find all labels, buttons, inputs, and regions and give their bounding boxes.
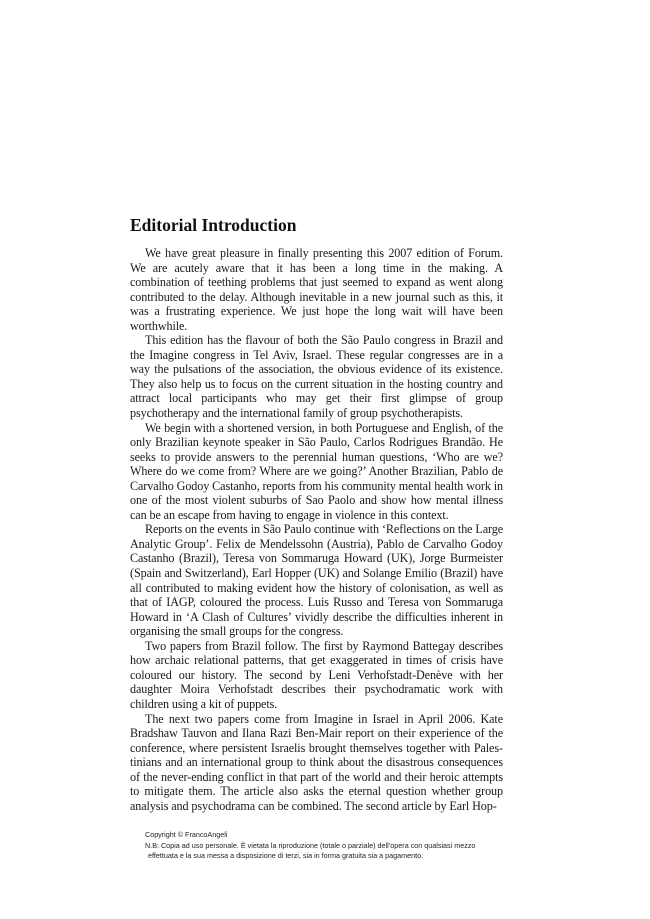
copyright-footer: [145, 830, 525, 862]
paragraph-3: We begin with a shortened version, in both Portuguese and English, of the only Brazilian keynote speaker in São Paulo, Carlos Rodrigues Brandão. He seeks to provide answers to the perennial human questions, ‘Who are we? Where do we come from? Where are we going?’ Another Brazilian, Pablo de Carvalho Godoy Castanho, reports from his community mental health work in one of the most violent suburbs of Sao Paolo and show how mental illness can be an escape from having to engage in violence in this context.: [130, 420, 503, 522]
paragraph-6: The next two papers come from Imagine in Israel in April 2006. Kate Bradshaw Tauvon and Ilana Razi Ben-Mair report on their experience of the conference, where persistent Israelis brought themselves together with Palestinians and an international group to think about the disastrous consequences of the never-ending conflict in that part of the world and their heroic attempts to mitigate them. The article also asks the eternal question whether group analysis and psychodrama can be combined. The second article by Earl Hop-: [130, 711, 503, 813]
usage-notice-line-1: N.B: Copia ad uso personale. È vietata la riproduzione (totale o parziale) dell’opera con qualsiasi mezzo: [145, 840, 476, 850]
paragraph-1: We have great pleasure in finally presenting this 2007 edition of Forum. We are acutely aware that it has been a long time in the making. A combination of teething problems that just seemed to expand as went along contributed to the delay. Although inevitable in a new journal such as this, it was a frustrating experience. We just hope the long wait will have been worthwhile.: [130, 246, 503, 333]
paragraph-5: Two papers from Brazil follow. The first by Raymond Battegay describes how archaic relational patterns, that get exaggerated in times of crisis have coloured our history. The second by Leni Verhofstadt-Denève with her daughter Moira Verhofstadt describes their psychodramatic work with children using a kit of puppets.: [130, 638, 503, 711]
page-title: Editorial Introduction: [130, 215, 297, 235]
paragraph-2: This edition has the flavour of both the São Paulo congress in Brazil and the Imagine congress in Tel Aviv, Israel. These regular congresses are in a way the pulsations of the association, the obvious evidence of its existence. They also help us to focus on the current situation in the hosting country and attract local participants who may get their first glimpse of group psychotherapy and the international family of group psychotherapists.: [130, 333, 503, 421]
paragraph-4: Reports on the events in São Paulo continue with ‘Reflections on the Large Analytic Group’. Felix de Mendelssohn (Austria), Pablo de Carvalho Godoy Castanho (Brazil), Teresa von Sommaruga Howard (UK), Jorge Burmeister (Spain and Switzerland), Earl Hopper (UK) and Solange Emilio (Brazil) have all contributed to making evident how the history of colonisation, as well as that of IAGP, coloured the process. Luis Russo and Teresa von Sommaruga Howard in ‘A Clash of Cultures’ vividly describe the difficulties inherent in organising the small groups for the congress.: [130, 522, 503, 639]
article-body: [130, 246, 503, 813]
usage-notice-line-2: effettuata e la sua messa a disposizione di terzi, sia in forma gratuita sia a pagamento.: [148, 851, 424, 861]
copyright-line: Copyright © FrancoAngeli: [145, 830, 228, 839]
